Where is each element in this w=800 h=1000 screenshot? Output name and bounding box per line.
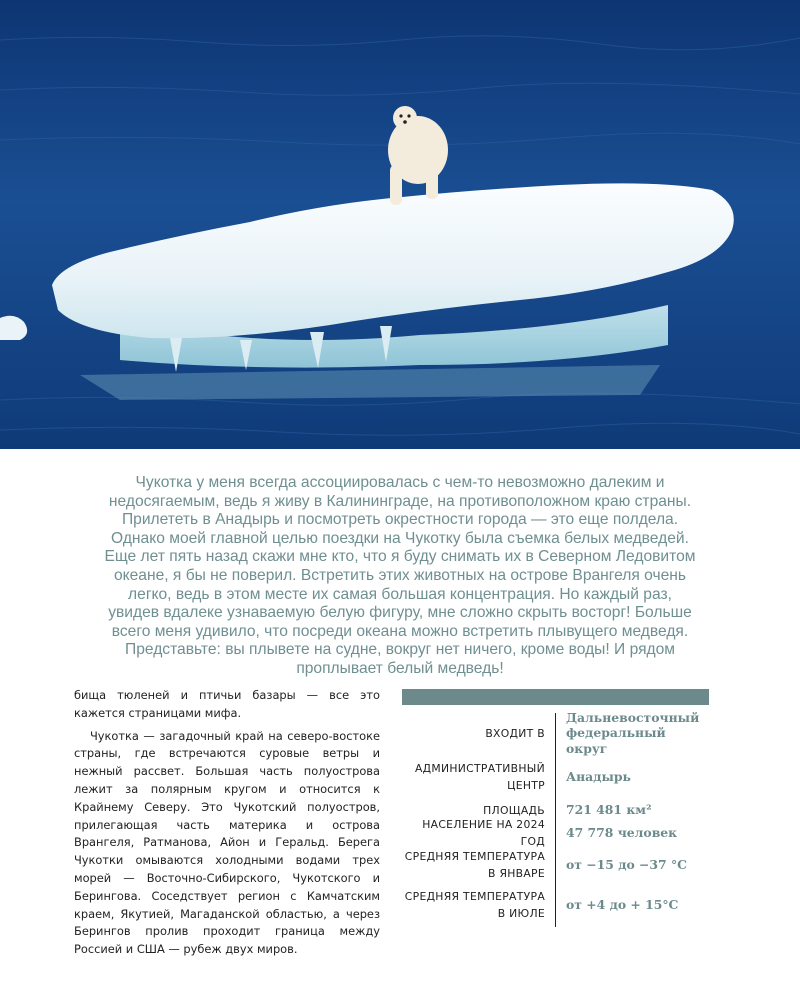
fact-label: НАСЕЛЕНИЕ НА 2024 ГОД [422,818,545,848]
facts-table [402,689,709,925]
fact-label: СРЕДНЯЯ ТЕМПЕРАТУРА В ЯНВАРЕ [404,850,545,880]
fact-label: ПЛОЩАДЬ [483,803,545,817]
paragraph: Чукотка — загадочный край на северо-востоке страны, где встречаются суровые ветры и нежный рассвет. Большая часть полуострова лежит за полярным кругом и относится к Крайнему Северу. Это Чукотский полуостров, прилегающая часть материка и острова Врангеля, Ратманова, Айон и Геральд. Берега Чукотки омываются холодными водами трех морей — Восточно-Сибирского, Чукотского и Берингова. Соседствует регион с Камчатским краем, Якутией, Магаданской областью, а через Берингов пролив проходит граница между Россией и США — рубеж двух миров. [74,728,380,957]
facts-divider [555,713,556,927]
article-body [74,687,380,959]
fact-value: 47 778 человек [566,825,678,841]
fact-label: АДМИНИСТРАТИВНЫЙ ЦЕНТР [414,762,545,792]
facts-header-bar [402,689,709,705]
fact-value: 721 481 км² [566,802,652,818]
fact-label: СРЕДНЯЯ ТЕМПЕРАТУРА В ИЮЛЕ [404,890,545,920]
fact-value: от +4 до + 15°C [566,897,679,913]
pull-quote: Чукотка у меня всегда ассоциировалась с чем-то невозможно далеким и недосягаемым, ведь я живу в Калининграде, на противоположном краю страны. Прилететь в Анадырь и посмотреть окрестности города — это еще полдела. Однако моей главной целью поездки на Чукотку была съемка белых медведей. Еще лет пять назад скажи мне кто, что я буду снимать их в Северном Ледовитом океане, я бы не поверил. Встретить этих животных на острове Врангеля очень легко, ведь в этом месте их самая большая концентрация. Но каждый раз, увидев вдалеке узнаваемую белую фигуру, мне сложно скрыть восторг! Больше всего меня удивило, что посреди океана можно встретить плывущего медведя. Представьте: вы плывете на судне, вокруг нет ничего, кроме воды! И рядом проплывает белый медведь! [104,474,696,677]
polar-bear-photo [0,0,800,449]
paragraph: бища тюленей и птичьи базары — все это кажется страницами мифа. [74,688,380,720]
fact-value: Дальневосточный федеральный округ [566,709,700,756]
fact-value: Анадырь [566,769,631,785]
fact-value: от −15 до −37 °C [566,857,688,873]
fact-label: ВХОДИТ В [485,726,545,740]
